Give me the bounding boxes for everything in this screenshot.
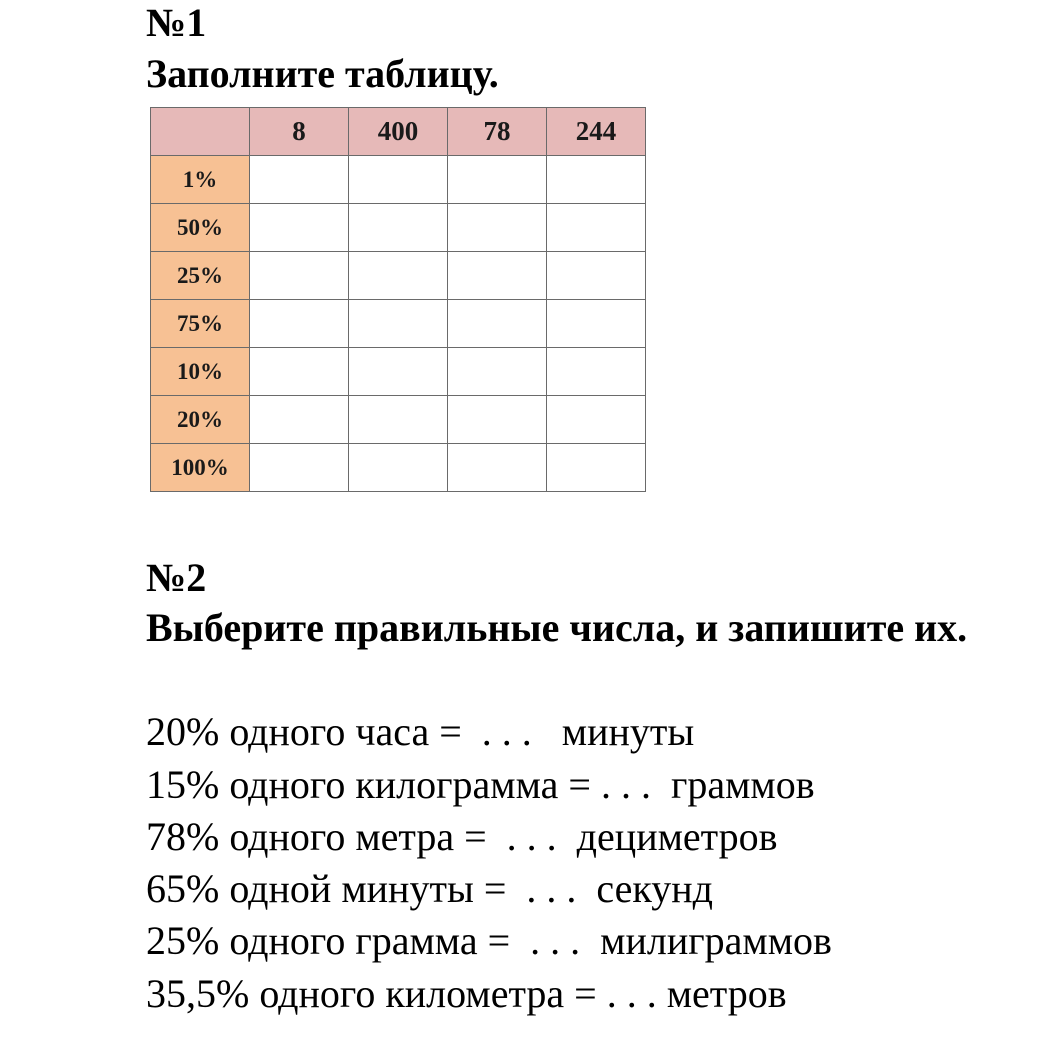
answer-cell[interactable] xyxy=(349,444,448,492)
answer-cell[interactable] xyxy=(250,300,349,348)
answer-cell[interactable] xyxy=(250,252,349,300)
column-header: 244 xyxy=(547,108,646,156)
answer-cell[interactable] xyxy=(547,252,646,300)
row-header: 75% xyxy=(151,300,250,348)
answer-cell[interactable] xyxy=(547,156,646,204)
answer-cell[interactable] xyxy=(448,444,547,492)
table-row xyxy=(151,156,646,204)
table-row xyxy=(151,348,646,396)
answer-cell[interactable] xyxy=(349,300,448,348)
column-header: 78 xyxy=(448,108,547,156)
column-header: 400 xyxy=(349,108,448,156)
row-header: 25% xyxy=(151,252,250,300)
row-header: 50% xyxy=(151,204,250,252)
exercise-line: 20% одного часа = . . . минуты xyxy=(146,709,695,754)
answer-cell[interactable] xyxy=(349,396,448,444)
answer-cell[interactable] xyxy=(349,156,448,204)
answer-cell[interactable] xyxy=(547,396,646,444)
exercise-line: 65% одной минуты = . . . секунд xyxy=(146,866,713,911)
exercise-line: 25% одного грамма = . . . милиграммов xyxy=(146,918,832,963)
answer-cell[interactable] xyxy=(448,396,547,444)
answer-cell[interactable] xyxy=(448,300,547,348)
answer-cell[interactable] xyxy=(547,300,646,348)
table-header-row xyxy=(151,108,646,156)
answer-cell[interactable] xyxy=(250,444,349,492)
task-1-title: Заполните таблицу. xyxy=(146,51,499,96)
answer-cell[interactable] xyxy=(250,348,349,396)
exercise-line: 35,5% одного километра = . . . метров xyxy=(146,971,787,1016)
task-1-number: №1 xyxy=(146,0,207,45)
answer-cell[interactable] xyxy=(349,252,448,300)
table-corner-cell xyxy=(151,108,250,156)
table-row xyxy=(151,204,646,252)
answer-cell[interactable] xyxy=(349,348,448,396)
row-header: 100% xyxy=(151,444,250,492)
row-header: 20% xyxy=(151,396,250,444)
answer-cell[interactable] xyxy=(547,348,646,396)
answer-cell[interactable] xyxy=(448,204,547,252)
task-2-number: №2 xyxy=(146,555,207,600)
answer-cell[interactable] xyxy=(547,204,646,252)
column-header: 8 xyxy=(250,108,349,156)
exercise-line: 15% одного килограмма = . . . граммов xyxy=(146,762,815,807)
row-header: 1% xyxy=(151,156,250,204)
table-row xyxy=(151,444,646,492)
answer-cell[interactable] xyxy=(349,204,448,252)
table-row xyxy=(151,252,646,300)
answer-cell[interactable] xyxy=(250,156,349,204)
answer-cell[interactable] xyxy=(250,396,349,444)
table-row xyxy=(151,396,646,444)
percent-table xyxy=(150,107,646,492)
exercise-line: 78% одного метра = . . . дециметров xyxy=(146,814,778,859)
answer-cell[interactable] xyxy=(547,444,646,492)
answer-cell[interactable] xyxy=(448,252,547,300)
answer-cell[interactable] xyxy=(448,348,547,396)
row-header: 10% xyxy=(151,348,250,396)
answer-cell[interactable] xyxy=(250,204,349,252)
task-2-title: Выберите правильные числа, и запишите их. xyxy=(146,605,968,650)
table-row xyxy=(151,300,646,348)
answer-cell[interactable] xyxy=(448,156,547,204)
table-body xyxy=(151,156,646,492)
